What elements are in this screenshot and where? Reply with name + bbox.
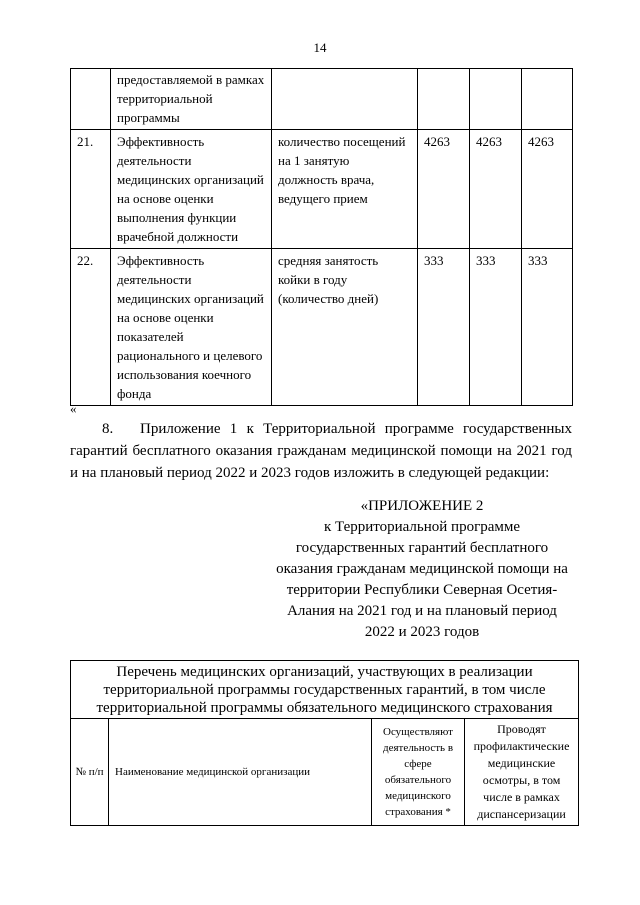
- appendix-line: Алания на 2021 год и на плановый период: [287, 603, 557, 619]
- appendix-line: территории Республики Северная Осетия-: [286, 582, 558, 598]
- col-prof-header: Проводят профилактические медицинские осмотры, в том числе в рамках диспансеризации: [465, 719, 579, 826]
- organizations-table: [70, 660, 579, 826]
- amendment-paragraph: [70, 418, 572, 484]
- row-number: 21.: [71, 130, 111, 249]
- value-2023: 333: [522, 249, 573, 406]
- table-title-row: [71, 661, 579, 719]
- appendix-line: государственных гарантий бесплатного: [295, 540, 549, 556]
- indicator-unit: средняя занятость койки в году (количество дней): [272, 249, 418, 406]
- continuation-cell: предоставляемой в рамках территориальной программы: [111, 69, 272, 130]
- appendix-line: к Территориальной программе: [323, 519, 521, 535]
- value-2021: 333: [418, 249, 470, 406]
- appendix-line: оказания гражданам медицинской помощи на: [276, 561, 568, 577]
- appendix-header: [272, 496, 572, 643]
- closing-quote: «: [70, 401, 77, 416]
- table-row: [71, 249, 573, 406]
- appendix-title: «ПРИЛОЖЕНИЕ 2: [360, 498, 484, 514]
- paragraph-number: 8.: [102, 421, 114, 437]
- value-2023: 4263: [522, 130, 573, 249]
- table-row: [71, 69, 573, 130]
- col-number-header: № п/п: [71, 719, 109, 826]
- appendix-line: 2022 и 2023 годов: [364, 624, 480, 640]
- indicator-name: Эффективность деятельности медицинских организаций на основе оценки выполнения функции врачебной должности: [111, 130, 272, 249]
- value-2022: 333: [470, 249, 522, 406]
- indicators-table: [70, 68, 573, 406]
- table-row: [71, 130, 573, 249]
- table-header-row: [71, 719, 579, 826]
- indicator-unit: количество посещений на 1 занятую должность врача, ведущего прием: [272, 130, 418, 249]
- value-2022: 4263: [470, 130, 522, 249]
- col-name-header: Наименование медицинской организации: [109, 719, 372, 826]
- row-number: 22.: [71, 249, 111, 406]
- value-2021: 4263: [418, 130, 470, 249]
- page-number: 14: [313, 40, 327, 55]
- col-oms-header: Осуществляют деятельность в сфере обязательного медицинского страхования *: [372, 719, 465, 826]
- indicator-name: Эффективность деятельности медицинских организаций на основе оценки показателей рационального и целевого использования коечного фонда: [111, 249, 272, 406]
- paragraph-text: Приложение 1 к Территориальной программе государственных гарантий бесплатного оказания гражданам медицинской помощи на 2021 год и на плановый период 2022 и 2023 годов изложить в следующей редакции:: [70, 421, 572, 481]
- table-title: Перечень медицинских организаций, участвующих в реализации территориальной программы государственных гарантий, в том числе территориальной программы обязательного медицинского страхования: [71, 661, 579, 719]
